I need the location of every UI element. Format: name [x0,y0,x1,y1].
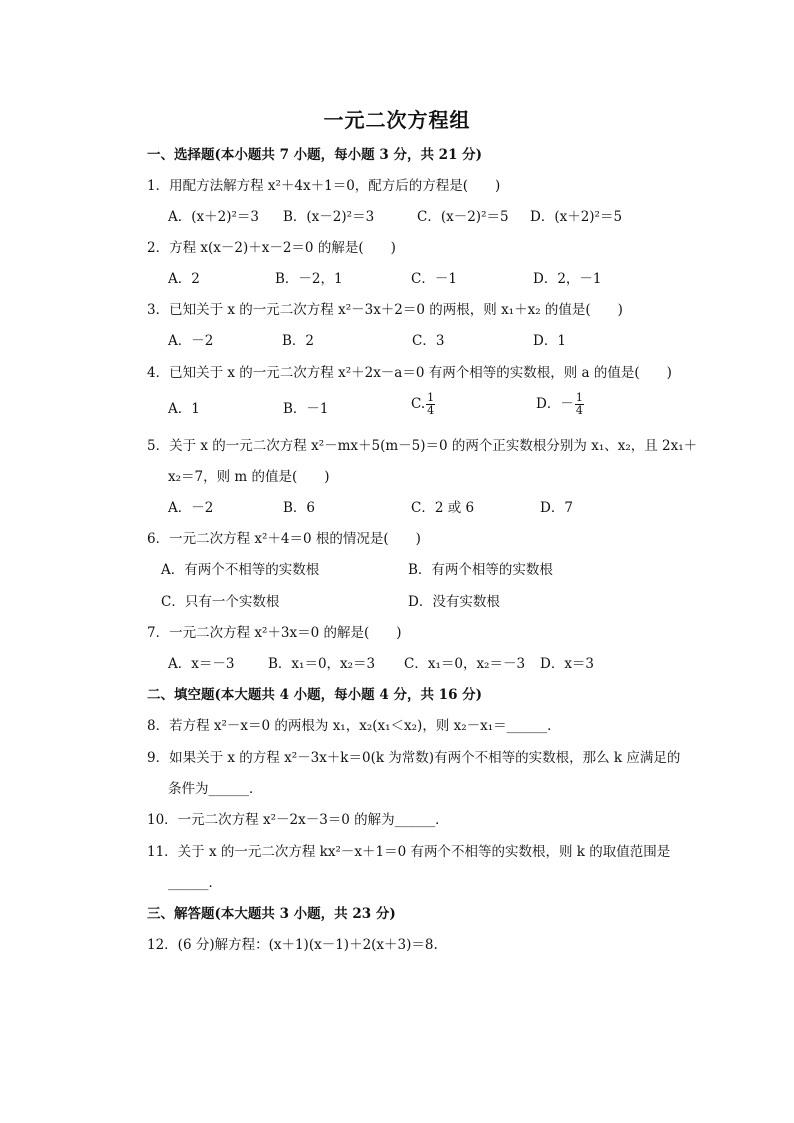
section-heading-solutions: 三、解答题(本大题共 3 小题，共 23 分) [147,906,396,922]
question-6-option-a: A．有两个不相等的实数根 [161,562,320,578]
question-1-option-c: C．(x－2)²＝5 [417,209,509,225]
fraction-numerator: 1 [575,391,583,404]
question-4-option-a: A．1 [168,401,200,417]
fraction-denominator: 4 [427,404,435,417]
question-4-option-d [536,392,584,417]
question-2-option-d: D．2，－1 [533,271,602,287]
question-4-option-c [411,392,435,417]
question-4-option-b: B．－1 [283,401,329,417]
question-6-stem: 6．一元二次方程 x²＋4＝0 根的情况是( ) [147,531,421,547]
question-5-option-a: A．－2 [168,500,214,516]
question-1-option-b: B．(x－2)²＝3 [283,209,375,225]
question-9-stem-line-1: 9．如果关于 x 的方程 x²－3x＋k＝0(k 为常数)有两个不相等的实数根，那么 k 应满足的 [147,750,681,766]
question-11-stem-line-1: 11．关于 x 的一元二次方程 kx²－x＋1＝0 有两个不相等的实数根，则 k 的取值范围是 [147,844,671,860]
question-6-option-d: D．没有实数根 [408,594,500,610]
question-7-option-b: B．x₁＝0，x₂＝3 [268,656,376,672]
fraction-denominator: 4 [575,404,583,417]
question-2-option-a: A．2 [168,271,200,287]
question-4-option-d-label: D．－ [536,396,574,412]
question-7-option-a: A．x＝－3 [168,656,235,672]
question-1-option-d: D．(x＋2)²＝5 [530,209,623,225]
question-4-stem: 4．已知关于 x 的一元二次方程 x²＋2x－a＝0 有两个相等的实数根，则 a 的值是( ) [147,365,672,381]
question-7-stem: 7．一元二次方程 x²＋3x＝0 的解是( ) [147,625,402,641]
question-11-stem-line-2: ______． [168,875,222,891]
page-title: 一元二次方程组 [323,108,471,132]
question-4-option-c-label: C. [411,396,426,412]
question-3-option-c: C．3 [412,333,445,349]
question-2-stem: 2．方程 x(x－2)＋x－2＝0 的解是( ) [147,240,396,256]
question-7-option-c: C．x₁＝0，x₂＝－3 [404,656,526,672]
section-heading-fill-in: 二、填空题(本大题共 4 小题，每小题 4 分，共 16 分) [147,687,483,703]
question-3-option-a: A．－2 [168,333,214,349]
question-3-option-d: D．1 [533,333,566,349]
question-6-option-c: C．只有一个实数根 [161,594,280,610]
question-12-stem: 12．(6 分)解方程：(x＋1)(x－1)＋2(x＋3)＝8. [147,937,438,953]
question-5-option-d: D．7 [540,500,573,516]
question-5-option-c: C．2 或 6 [411,500,475,516]
question-5-stem-line-1: 5．关于 x 的一元二次方程 x²－mx＋5(m－5)＝0 的两个正实数根分别为 x₁、x₂，且 2x₁＋ [147,438,698,454]
question-1-stem: 1．用配方法解方程 x²＋4x＋1＝0，配方后的方程是( ) [147,178,501,194]
question-5-option-b: B．6 [283,500,316,516]
fraction-numerator: 1 [427,391,435,404]
question-5-stem-line-2: x₂＝7，则 m 的值是( ) [168,469,330,485]
question-7-option-d: D．x＝3 [540,656,595,672]
question-3-stem: 3．已知关于 x 的一元二次方程 x²－3x＋2＝0 的两根，则 x₁＋x₂ 的值是( ) [147,302,623,318]
question-6-option-b: B．有两个相等的实数根 [408,562,553,578]
question-10-stem: 10．一元二次方程 x²－2x－3＝0 的解为______． [147,812,449,828]
section-heading-choice: 一、选择题(本小题共 7 小题，每小题 3 分，共 21 分) [147,147,483,163]
question-3-option-b: B．2 [282,333,315,349]
question-2-option-b: B．－2，1 [275,271,343,287]
question-1-option-a: A．(x＋2)²＝3 [168,209,259,225]
question-8-stem: 8．若方程 x²－x＝0 的两根为 x₁，x₂(x₁＜x₂)，则 x₂－x₁＝______． [147,718,561,734]
question-2-option-c: C．－1 [411,271,457,287]
question-9-stem-line-2: 条件为______． [168,781,263,797]
question-4-option-c-fraction [426,392,435,417]
question-4-option-d-fraction [575,392,584,417]
